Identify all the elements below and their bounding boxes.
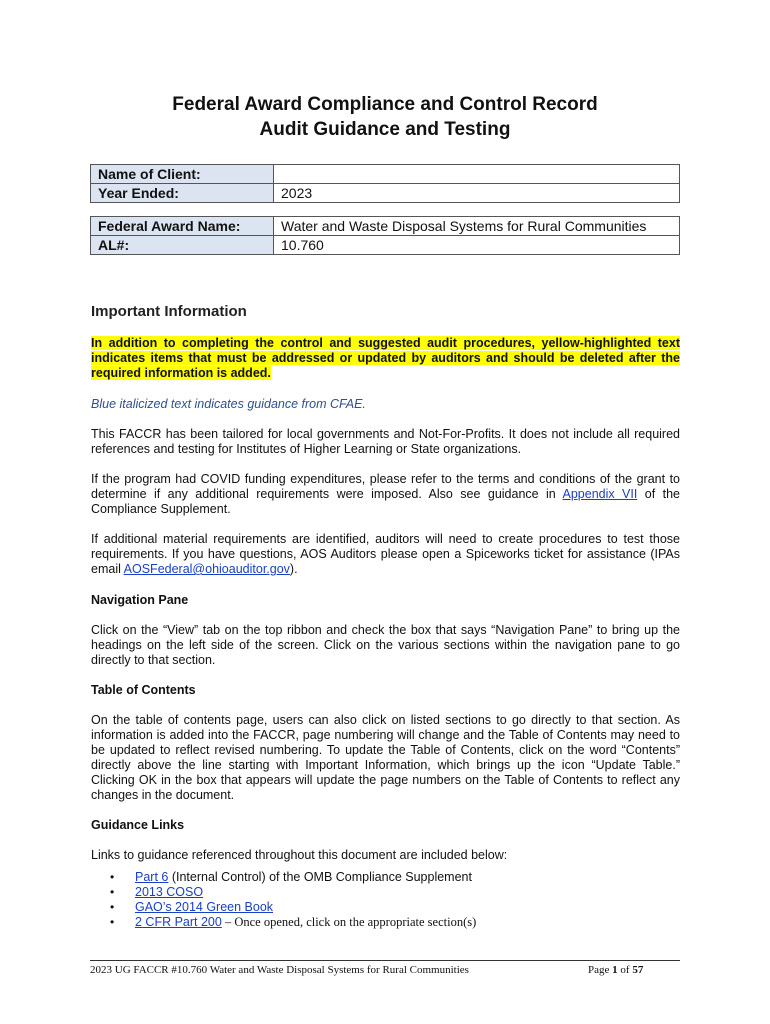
tailored-paragraph [91,427,680,457]
year-ended-label: Year Ended: [91,184,274,203]
tailored-text: This FACCR has been tailored for local governments and Not-For-Profits. It does not include all required references and testing for Institutes of Higher Learning or State organizations. [91,427,680,456]
page-word: Page [588,964,613,976]
bullet-icon: • [110,900,115,914]
aos-federal-email-link[interactable]: AOSFederal@ohioauditor.gov [123,562,290,576]
coso-2013-link[interactable]: 2013 COSO [135,885,204,899]
highlight-paragraph [91,336,680,381]
navigation-pane-body [91,623,680,668]
table-of-contents-text: On the table of contents page, users can also click on listed sections to go directly to that section. As information is added into the FACCR, page numbering will change and the Table of Contents may need to be updated to reflect revised numbering. To update the Table of Contents, click on the word “Contents” directly above the line starting with Important Information, which brings up the icon “Update Table.” Clicking OK in the box that appears will update the page numbers on the Table of Contents to reflect any changes in the document. [91,713,680,802]
bullet-icon: • [110,915,115,929]
gao-green-book-link[interactable]: GAO’s 2014 Green Book [135,900,274,914]
covid-paragraph [91,472,680,517]
client-name-value[interactable] [274,165,680,184]
covid-text-end: of the Compliance Supplement. [91,487,680,516]
list-item [91,885,476,900]
table-of-contents-section [91,683,680,698]
current-page: 1 [612,964,618,976]
al-number-value[interactable]: 10.760 [274,236,680,255]
cfr-part-200-link[interactable]: 2 CFR Part 200 [135,915,222,929]
footer-divider [90,960,680,961]
table-of-contents-body [91,713,680,803]
list-item [91,915,476,930]
appendix-vii-link[interactable]: Appendix VII [562,487,638,501]
of-word: of [617,964,633,976]
cfr-part-200-description: – Once opened, click on the appropriate section(s) [221,915,477,929]
navigation-pane-section [91,593,680,608]
document-title [0,92,770,142]
client-name-label: Name of Client: [91,165,274,184]
cfae-guidance-note: Blue italicized text indicates guidance from CFAE. [91,397,366,411]
title-line-2: Audit Guidance and Testing [259,119,511,140]
material-requirements-paragraph [91,532,680,577]
guidance-links-heading: Guidance Links [91,818,185,832]
client-info-table [90,164,680,203]
yellow-highlight-text: In addition to completing the control and suggested audit procedures, yellow-highlighted text indicates items that must be addressed or updated by auditors and should be deleted after the required information is added. [91,336,680,380]
title-line-1: Federal Award Compliance and Control Record [172,94,598,115]
bullet-icon: • [110,870,115,884]
list-item [91,870,476,885]
navigation-pane-heading: Navigation Pane [91,593,189,607]
guidance-links-intro [91,848,680,863]
part-6-description: (Internal Control) of the OMB Compliance Supplement [168,870,472,884]
guidance-links-intro-text: Links to guidance referenced throughout this document are included below: [91,848,508,862]
total-pages: 57 [632,964,644,976]
material-text: If additional material requirements are identified, auditors will need to create procedures to test those requirements. If you have questions, AOS Auditors please open a Spiceworks ticket for assistance (IPAs email [91,532,680,576]
material-text-end: ). [289,562,298,576]
list-item [91,900,476,915]
al-number-label: AL#: [91,236,274,255]
navigation-pane-text: Click on the “View” tab on the top ribbon and check the box that says “Navigation Pane” to bring up the headings on the left side of the screen. Click on the various sections within the navigation pane to go directly to that section. [91,623,680,667]
footer-document-name: 2023 UG FACCR #10.760 Water and Waste Disposal Systems for Rural Communities [90,964,469,976]
bullet-icon: • [110,885,115,899]
federal-award-table [90,216,680,255]
guidance-links-list [91,870,476,930]
covid-text: If the program had COVID funding expenditures, please refer to the terms and conditions of the grant to determine if any additional requirements were imposed. Also see guidance in [91,472,680,501]
guidance-note-paragraph [91,397,680,412]
part-6-link[interactable]: Part 6 [135,870,169,884]
guidance-links-section [91,818,680,833]
federal-award-name-value[interactable]: Water and Waste Disposal Systems for Rural Communities [274,217,680,236]
federal-award-name-label: Federal Award Name: [91,217,274,236]
important-information-heading: Important Information [91,303,247,320]
table-of-contents-heading: Table of Contents [91,683,196,697]
year-ended-value[interactable]: 2023 [274,184,680,203]
page-number [588,964,643,976]
